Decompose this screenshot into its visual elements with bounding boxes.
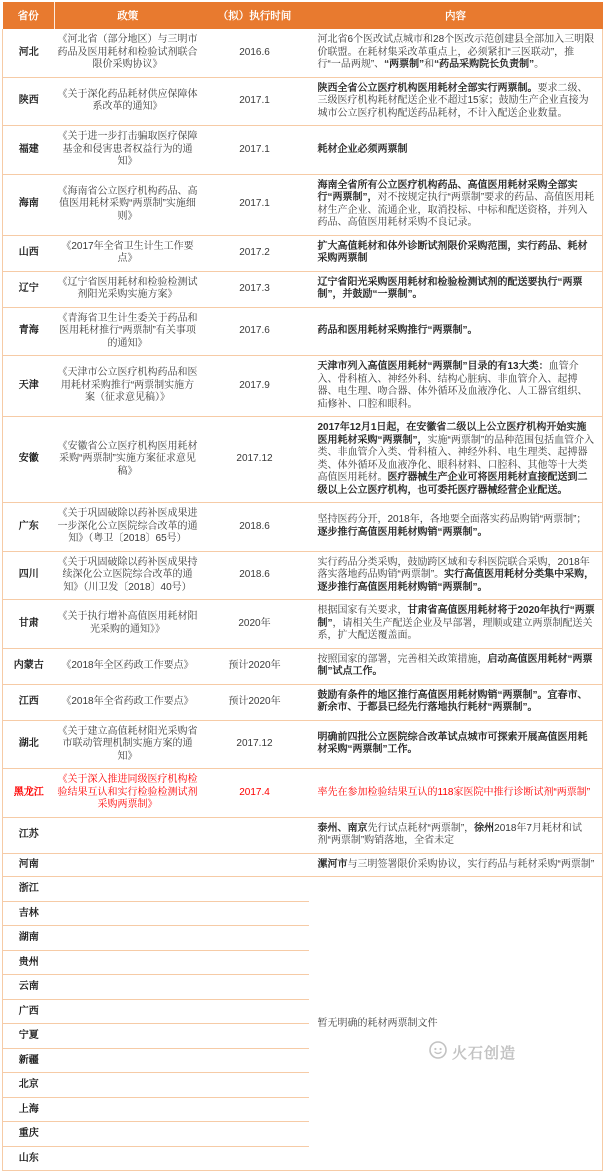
cell-content xyxy=(309,356,603,417)
cell-policy: 《2018年全区药政工作要点》 xyxy=(55,648,201,684)
cell-policy: 《辽宁省医用耗材和检验检测试剂阳光采购实施方案》 xyxy=(55,271,201,307)
watermark-label: 火石创造 xyxy=(452,1045,517,1062)
header-policy: 政策 xyxy=(55,2,201,29)
cell-province: 广西 xyxy=(3,999,55,1024)
content-text: 。 xyxy=(534,59,545,70)
cell-province: 新疆 xyxy=(3,1048,55,1073)
cell-province: 宁夏 xyxy=(3,1024,55,1049)
cell-time xyxy=(201,853,309,877)
cell-province: 安徽 xyxy=(3,417,55,503)
cell-time: 2017.4 xyxy=(201,769,309,818)
cell-time xyxy=(201,901,309,926)
cell-policy: 《2017年全省卫生计生工作要点》 xyxy=(55,235,201,271)
table-row xyxy=(3,356,603,417)
cell-policy xyxy=(55,877,201,902)
cell-time: 2017.12 xyxy=(201,720,309,769)
table-body xyxy=(3,29,603,1171)
cell-time: 2017.6 xyxy=(201,307,309,356)
cell-province: 青海 xyxy=(3,307,55,356)
cell-policy: 《河北省（部分地区）与三明市药品及医用耗材和检验试剂联合限价采购协议》 xyxy=(55,29,201,77)
policy-table xyxy=(2,2,603,1171)
table-header-row xyxy=(3,2,603,29)
cell-content xyxy=(309,600,603,649)
content-emphasis: 实行高值医用耗材分类集中采购，逐步推行高值医用耗材购销“两票制”。 xyxy=(317,569,595,593)
table-row xyxy=(3,235,603,271)
cell-province: 江西 xyxy=(3,684,55,720)
cell-content xyxy=(309,551,603,600)
cell-province: 重庆 xyxy=(3,1122,55,1147)
cell-time: 预计2020年 xyxy=(201,684,309,720)
cell-province: 黑龙江 xyxy=(3,769,55,818)
content-emphasis: “药品采购院长负责制” xyxy=(434,59,535,70)
no-file-note: 暂无明确的耗材两票制文件 xyxy=(309,877,603,1171)
content-text: 要求二级、三级医疗机构耗材配送企业不超过15家；鼓励生产企业直接为城市公立医疗机构配送药品耗材，不计入配送企业数量。 xyxy=(317,82,589,119)
content-emphasis: 徐州 xyxy=(474,822,495,834)
cell-policy xyxy=(55,999,201,1024)
cell-policy: 《关于进一步打击骗取医疗保障基金和侵害患者权益行为的通知》 xyxy=(55,126,201,175)
content-emphasis: 泰州、南京 xyxy=(317,822,368,834)
cell-province: 陕西 xyxy=(3,77,55,126)
cell-policy: 《关于执行增补高值医用耗材阳光采购的通知》》 xyxy=(55,600,201,649)
watermark xyxy=(428,1040,516,1065)
cell-province: 山西 xyxy=(3,235,55,271)
cell-province: 云南 xyxy=(3,975,55,1000)
cell-policy xyxy=(55,817,201,853)
cell-policy: 《关于深化药品耗材供应保障体系改革的通知》 xyxy=(55,77,201,126)
cell-time xyxy=(201,1097,309,1122)
cell-time: 2017.2 xyxy=(201,235,309,271)
cell-content xyxy=(309,126,603,175)
cell-province: 上海 xyxy=(3,1097,55,1122)
cell-time xyxy=(201,926,309,951)
content-emphasis: 耗材企业必须两票制 xyxy=(317,143,408,155)
cell-time xyxy=(201,877,309,902)
cell-content xyxy=(309,817,603,853)
cell-content xyxy=(309,307,603,356)
content-text: 先行试点耗材“两票制”， xyxy=(367,822,475,834)
cell-policy xyxy=(55,950,201,975)
cell-policy xyxy=(55,1073,201,1098)
cell-content xyxy=(309,853,603,877)
cell-time: 2017.1 xyxy=(201,174,309,235)
cell-content xyxy=(309,503,603,552)
content-emphasis: “两票制” xyxy=(384,59,425,70)
cell-policy: 《2018年全省药政工作要点》 xyxy=(55,684,201,720)
cell-time xyxy=(201,1073,309,1098)
content-text: 和 xyxy=(424,59,435,70)
header-province: 省份 xyxy=(3,2,55,29)
cell-content xyxy=(309,77,603,126)
cell-province: 四川 xyxy=(3,551,55,600)
cell-province: 河北 xyxy=(3,29,55,77)
cell-policy xyxy=(55,1122,201,1147)
cell-time xyxy=(201,950,309,975)
table-row xyxy=(3,720,603,769)
content-emphasis: 陕西全省公立医疗机构医用耗材全部实行两票制。 xyxy=(317,82,538,94)
content-emphasis: 辽宁省阳光采购医用耗材和检验检测试剂的配送要执行“两票制”，并鼓励“一票制”。 xyxy=(317,276,583,300)
content-emphasis: 扩大高值耗材和体外诊断试剂限价采购范围，实行药品、耗材采购两票制 xyxy=(317,240,588,264)
cell-time: 2017.1 xyxy=(201,126,309,175)
header-content: 内容 xyxy=(309,2,603,29)
huoshi-logo-icon xyxy=(428,1040,448,1065)
cell-province: 湖南 xyxy=(3,926,55,951)
table-row xyxy=(3,769,603,818)
content-text: 血管介入、骨科植入、神经外科、结构心脏病、非血管介入、起搏器、电生理、吻合器、体外循环及血液净化、人工器官组织、疝修补、口腔和眼科。 xyxy=(317,361,588,410)
cell-policy xyxy=(55,901,201,926)
cell-content xyxy=(309,684,603,720)
content-text: ，请相关生产配送企业及早部署，理顺或建立两票制配送关系，扩大配送覆盖面。 xyxy=(317,617,593,641)
header-time: （拟）执行时间 xyxy=(201,2,309,29)
content-text: 2018年7月耗材和试剂“两票制”购销落地，全省未定 xyxy=(317,822,582,846)
cell-province: 广东 xyxy=(3,503,55,552)
table-row xyxy=(3,29,603,77)
cell-time xyxy=(201,1024,309,1049)
table-row xyxy=(3,503,603,552)
cell-content xyxy=(309,417,603,503)
cell-province: 辽宁 xyxy=(3,271,55,307)
cell-time xyxy=(201,1048,309,1073)
cell-time xyxy=(201,999,309,1024)
cell-content xyxy=(309,174,603,235)
content-emphasis: 启动高值医用耗材“两票制”试点工作。 xyxy=(317,653,593,677)
cell-time: 2016.6 xyxy=(201,29,309,77)
table-row xyxy=(3,684,603,720)
cell-policy xyxy=(55,1146,201,1171)
table-row xyxy=(3,307,603,356)
cell-policy xyxy=(55,853,201,877)
table-row xyxy=(3,417,603,503)
table-row xyxy=(3,126,603,175)
cell-content xyxy=(309,648,603,684)
cell-policy: 《关于巩固破除以药补医成果进一步深化公立医院综合改革的通知》（粤卫〔2018〕65号） xyxy=(55,503,201,552)
content-text: 河北省6个医改试点城市和28个医改示范创建县全部加入三明限价联盟。在耗材集采改革重点上，必须紧扣“三医联动”，推行“一品两规”、 xyxy=(317,34,595,70)
content-text: 根据国家有关要求， xyxy=(317,605,408,616)
content-text: 对不按规定执行“两票制”要求的药品、高值医用耗材生产企业、流通企业，取消投标、中标和配送资格，并列入药品、高值医用耗材采购不良记录。 xyxy=(317,192,595,228)
cell-content xyxy=(309,235,603,271)
cell-time xyxy=(201,975,309,1000)
cell-time xyxy=(201,1146,309,1171)
table-header xyxy=(3,2,603,29)
content-text: 与三明签署限价采购协议，实行药品与耗材采购“两票制” xyxy=(347,858,595,870)
table-row xyxy=(3,77,603,126)
content-emphasis: 逐步推行高值医用耗材购销“两票制”。 xyxy=(317,526,488,538)
table-row xyxy=(3,817,603,853)
cell-policy xyxy=(55,975,201,1000)
content-emphasis: 甘肃省高值医用耗材将于2020年执行“两票制” xyxy=(317,605,595,629)
content-emphasis: 医疗器械生产企业可将医用耗材直接配送到二级以上公立医疗机构，也可委托医疗器械经营企业配送。 xyxy=(317,472,588,496)
cell-policy: 《关于深入推进同级医疗机构检验结果互认和实行检验检测试剂采购两票制》 xyxy=(55,769,201,818)
cell-province: 山东 xyxy=(3,1146,55,1171)
cell-province: 天津 xyxy=(3,356,55,417)
table-row xyxy=(3,174,603,235)
content-text: 实行药品分类采购，鼓励跨区域和专科医院联合采购，2018年落实落地药品购销“两票制”。 xyxy=(317,556,590,580)
content-emphasis: 漯河市 xyxy=(317,858,348,870)
cell-province: 江苏 xyxy=(3,817,55,853)
content-emphasis: 药品和医用耗材采购推行“两票制”。 xyxy=(317,325,478,336)
cell-policy xyxy=(55,926,201,951)
cell-content xyxy=(309,720,603,769)
cell-policy: 《安徽省公立医疗机构医用耗材采购“两票制”实施方案征求意见稿》 xyxy=(55,417,201,503)
cell-time: 2017.12 xyxy=(201,417,309,503)
cell-time: 2018.6 xyxy=(201,551,309,600)
cell-policy: 《天津市公立医疗机构药品和医用耗材采购推行“两票制实施方案（征求意见稿）》 xyxy=(55,356,201,417)
cell-province: 甘肃 xyxy=(3,600,55,649)
content-emphasis: 海南全省所有公立医疗机构药品、高值医用耗材采购全部实行“两票制”， xyxy=(317,179,578,203)
cell-time: 2017.3 xyxy=(201,271,309,307)
cell-time: 2017.1 xyxy=(201,77,309,126)
cell-province: 湖北 xyxy=(3,720,55,769)
table-row xyxy=(3,853,603,877)
cell-province: 海南 xyxy=(3,174,55,235)
content-text: 坚持医药分开，2018年，各地要全面落实药品购销“两票制”； xyxy=(317,514,587,526)
cell-province: 吉林 xyxy=(3,901,55,926)
table-row xyxy=(3,877,603,902)
cell-province: 内蒙古 xyxy=(3,648,55,684)
cell-policy xyxy=(55,1097,201,1122)
cell-province: 贵州 xyxy=(3,950,55,975)
cell-policy: 《关于巩固破除以药补医成果持续深化公立医院综合改革的通知》（川卫发〔2018〕40号） xyxy=(55,551,201,600)
content-text: 按照国家的部署，完善相关政策措施， xyxy=(317,653,488,665)
cell-province: 浙江 xyxy=(3,877,55,902)
cell-time: 2018.6 xyxy=(201,503,309,552)
content-text: 率先在参加检验结果互认的118家医院中推行诊断试剂“两票制” xyxy=(317,786,591,798)
content-emphasis: 鼓励有条件的地区推行高值医用耗材购销“两票制”。宜春市、新余市、于都县已经先行落地执行耗材“两票制”。 xyxy=(317,689,588,713)
cell-policy xyxy=(55,1024,201,1049)
content-emphasis: 明确前四批公立医院综合改革试点城市可探索开展高值医用耗材采购“两票制”工作。 xyxy=(317,731,588,756)
content-emphasis: 2017年12月1日起，在安徽省二级以上公立医疗机构开始实施医用耗材采购“两票制”， xyxy=(317,422,587,446)
table-row xyxy=(3,551,603,600)
cell-time: 2020年 xyxy=(201,600,309,649)
cell-policy: 《海南省公立医疗机构药品、高值医用耗材采购“两票制”实施细则》 xyxy=(55,174,201,235)
cell-time xyxy=(201,817,309,853)
cell-province: 北京 xyxy=(3,1073,55,1098)
table-row xyxy=(3,271,603,307)
cell-policy: 《关于建立高值耗材阳光采购省市联动管理机制实施方案的通知》 xyxy=(55,720,201,769)
cell-content xyxy=(309,769,603,818)
cell-policy: 《青海省卫生计生委关于药品和医用耗材推行“两票制”有关事项的通知》 xyxy=(55,307,201,356)
content-text: 实施“两票制”的品种范围包括血管介入类、非血管介入类、骨科植入、神经外科、电生理类、起搏器类、体外循环及血液净化、眼科材料、口腔科、其他等十大类高值医用耗材。 xyxy=(317,434,595,483)
table-row xyxy=(3,648,603,684)
cell-province: 福建 xyxy=(3,126,55,175)
content-emphasis: 天津市列入高值医用耗材“两票制”目录的有13大类： xyxy=(317,361,549,372)
cell-time xyxy=(201,1122,309,1147)
cell-policy xyxy=(55,1048,201,1073)
cell-time: 预计2020年 xyxy=(201,648,309,684)
cell-time: 2017.9 xyxy=(201,356,309,417)
cell-province: 河南 xyxy=(3,853,55,877)
cell-content xyxy=(309,29,603,77)
cell-content xyxy=(309,271,603,307)
table-row xyxy=(3,600,603,649)
